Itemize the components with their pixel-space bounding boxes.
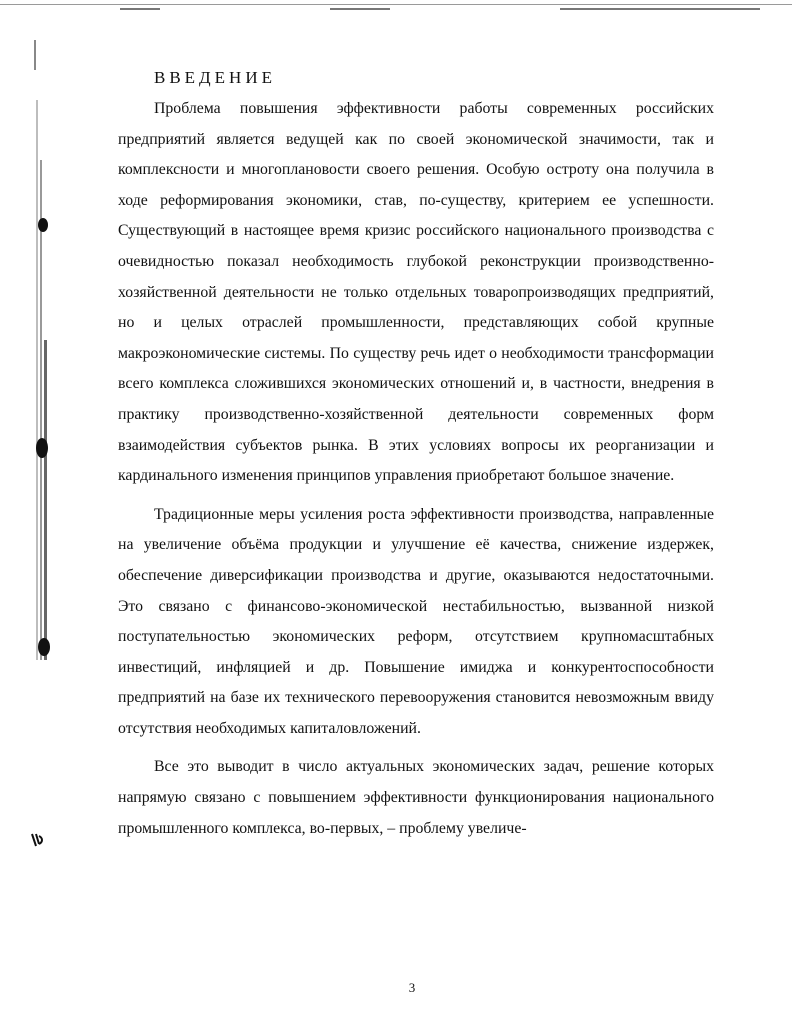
binding-hole-mark <box>38 638 50 656</box>
binding-hole-mark <box>36 438 48 458</box>
scan-top-edge <box>0 4 792 5</box>
paragraph: Традиционные меры усиления роста эффективности производства, направленные на увеличение объёма продукции и улучшение её качества, снижение издержек, обеспечение диверсификации производства и другие, оказываются недостаточными. Это связано с финансово-экономической нестабильностью, вызванной низкой поступательностью экономических реформ, отсутствием крупномасштабных инвестиций, инфляцией и др. Повышение имиджа и конкурентоспособности предприятий на базе их технического перевооружения становится невозможным ввиду отсутствия необходимых капиталовложений. <box>118 505 714 737</box>
scan-mark-icon <box>30 832 44 848</box>
scan-artifact <box>120 8 160 10</box>
page-number: 3 <box>408 980 416 995</box>
paragraph: Проблема повышения эффективности работы современных российских предприятий является ведущей как по своей экономической значимости, так и комплексности и многоплановости своего решения. Особую остроту она получила в ходе реформирования экономики, став, по-существу, критерием ее успешности. Существующий в настоящее время кризис российского национального производства с очевидностью показал необходимость глубокой реконструкции производственно-хозяйственной деятельности не только отдельных товаропроизводящих предприятий, но и целых отраслей промышленности, представляющих собой крупные макроэкономические системы. По существу речь идет о необходимости трансформации всего комплекса сложившихся экономических отношений и, в частности, внедрения в практику производственно-хозяйственной деятельности современных форм взаимодействия субъектов рынка. В этих условиях вопросы их реорганизации и кардинального изменения принципов управления приобретают большое значение. <box>118 100 714 485</box>
paragraph: Все это выводит в число актуальных экономических задач, решение которых напрямую связано с повышением эффективности функционирования национального промышленного комплекса, во-первых, – проблему увеличе- <box>118 758 714 837</box>
scan-artifact <box>560 8 760 10</box>
scan-artifact <box>36 100 38 660</box>
body-text <box>118 94 714 844</box>
section-heading: ВВЕДЕНИЕ <box>154 68 276 87</box>
scan-artifact <box>40 160 42 660</box>
binding-hole-mark <box>38 218 48 232</box>
scan-binding-margin <box>30 40 58 680</box>
scan-artifact <box>330 8 390 10</box>
scan-artifact <box>44 340 47 660</box>
scan-artifact <box>34 40 36 70</box>
